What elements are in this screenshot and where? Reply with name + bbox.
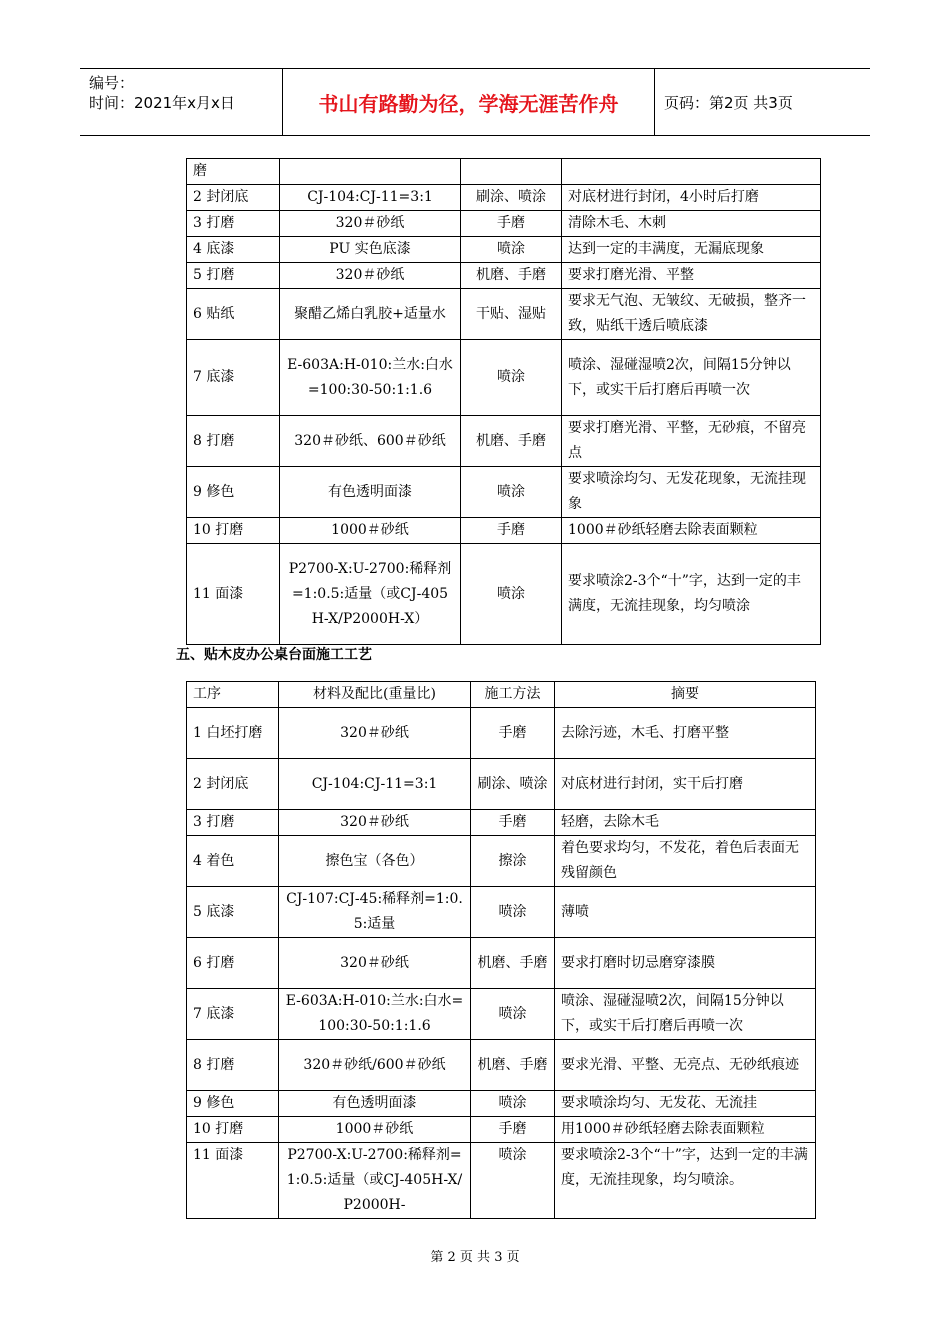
table-row <box>187 989 816 1040</box>
summary-cell: 对底材进行封闭，实干后打磨 <box>555 759 816 810</box>
material-cell: 320＃砂纸 <box>279 810 471 836</box>
summary-cell: 着色要求均匀，不发花，着色后表面无残留颜色 <box>555 836 816 887</box>
method-cell: 手磨 <box>461 518 562 544</box>
section-title: 五、贴木皮办公桌台面施工工艺 <box>176 647 372 663</box>
step-cell: 1 白坯打磨 <box>187 708 279 759</box>
material-cell: E-603A:H-010:兰水:白水=100:30-50:1:1.6 <box>280 340 461 416</box>
method-cell: 喷涂 <box>471 1143 555 1219</box>
method-cell: 喷涂 <box>461 544 562 645</box>
material-cell: 320＃砂纸 <box>280 211 461 237</box>
table-row <box>187 467 821 518</box>
material-cell: 320＃砂纸 <box>280 263 461 289</box>
material-cell: PU 实色底漆 <box>280 237 461 263</box>
step-cell: 11 面漆 <box>187 1143 279 1219</box>
material-cell: 有色透明面漆 <box>279 1091 471 1117</box>
step-cell: 2 封闭底 <box>187 185 280 211</box>
method-cell: 刷涂、喷涂 <box>471 759 555 810</box>
summary-cell: 薄喷 <box>555 887 816 938</box>
step-cell: 6 打磨 <box>187 938 279 989</box>
material-cell <box>280 159 461 185</box>
method-cell: 喷涂 <box>471 887 555 938</box>
method-cell: 擦涂 <box>471 836 555 887</box>
method-cell: 手磨 <box>471 1117 555 1143</box>
table-row <box>187 1143 816 1219</box>
table-row <box>187 263 821 289</box>
number-label: 编号： <box>89 74 135 92</box>
step-cell: 2 封闭底 <box>187 759 279 810</box>
method-cell: 喷涂 <box>471 989 555 1040</box>
table-row <box>187 887 816 938</box>
table-row <box>187 544 821 645</box>
step-cell: 4 着色 <box>187 836 279 887</box>
summary-cell: 1000＃砂纸轻磨去除表面颗粒 <box>562 518 821 544</box>
step-cell: 9 修色 <box>187 1091 279 1117</box>
table-header-row <box>187 682 816 708</box>
summary-cell: 要求光滑、平整、无亮点、无砂纸痕迹 <box>555 1040 816 1091</box>
material-cell: 320＃砂纸 <box>279 938 471 989</box>
step-cell: 7 底漆 <box>187 340 280 416</box>
summary-cell: 要求打磨光滑、平整 <box>562 263 821 289</box>
material-cell: CJ-104:CJ-11=3:1 <box>279 759 471 810</box>
method-cell: 机磨、手磨 <box>471 1040 555 1091</box>
summary-cell: 要求喷涂2-3个“十”字，达到一定的丰满度，无流挂现象，均匀喷涂 <box>562 544 821 645</box>
summary-cell: 达到一定的丰满度，无漏底现象 <box>562 237 821 263</box>
summary-cell: 去除污迹，木毛、打磨平整 <box>555 708 816 759</box>
method-cell: 喷涂 <box>461 340 562 416</box>
material-cell: E-603A:H-010:兰水:白水=100:30-50:1:1.6 <box>279 989 471 1040</box>
material-cell: 320＃砂纸 <box>279 708 471 759</box>
summary-cell: 要求无气泡、无皱纹、无破损，整齐一致，贴纸干透后喷底漆 <box>562 289 821 340</box>
header-material: 材料及配比(重量比) <box>279 682 471 708</box>
summary-cell: 要求喷涂2-3个“十”字，达到一定的丰满度，无流挂现象，均匀喷涂。 <box>555 1143 816 1219</box>
step-cell: 6 贴纸 <box>187 289 280 340</box>
summary-cell: 要求喷涂均匀、无发花现象，无流挂现象 <box>562 467 821 518</box>
header-summary: 摘要 <box>555 682 816 708</box>
table-row <box>187 211 821 237</box>
summary-cell: 清除木毛、木刺 <box>562 211 821 237</box>
header-motto: 书山有路勤为径，学海无涯苦作舟 <box>282 69 655 135</box>
material-cell: 320＃砂纸、600＃砂纸 <box>280 416 461 467</box>
step-cell: 8 打磨 <box>187 416 280 467</box>
method-cell: 机磨、手磨 <box>461 416 562 467</box>
material-cell: 1000＃砂纸 <box>279 1117 471 1143</box>
material-cell: 有色透明面漆 <box>280 467 461 518</box>
table-row <box>187 237 821 263</box>
method-cell: 喷涂 <box>461 467 562 518</box>
table-row <box>187 810 816 836</box>
header-method: 施工方法 <box>471 682 555 708</box>
step-cell: 11 面漆 <box>187 544 280 645</box>
step-cell: 8 打磨 <box>187 1040 279 1091</box>
method-cell: 机磨、手磨 <box>471 938 555 989</box>
method-cell: 喷涂 <box>471 1091 555 1117</box>
method-cell: 刷涂、喷涂 <box>461 185 562 211</box>
table-row <box>187 836 816 887</box>
method-cell: 手磨 <box>461 211 562 237</box>
table-row <box>187 1040 816 1091</box>
page-footer: 第 2 页 共 3 页 <box>430 1250 520 1265</box>
step-cell: 10 打磨 <box>187 518 280 544</box>
table-row <box>187 1091 816 1117</box>
table-row <box>187 759 816 810</box>
method-cell <box>461 159 562 185</box>
material-cell: 聚醋乙烯白乳胶+适量水 <box>280 289 461 340</box>
summary-cell: 喷涂、湿碰湿喷2次，间隔15分钟以下，或实干后打磨后再喷一次 <box>555 989 816 1040</box>
step-cell: 10 打磨 <box>187 1117 279 1143</box>
header-page-number: 页码：第2页 共3页 <box>664 93 793 112</box>
step-cell: 磨 <box>187 159 280 185</box>
summary-cell: 要求打磨光滑、平整，无砂痕，不留亮点 <box>562 416 821 467</box>
material-cell: P2700-X:U-2700:稀释剂=1:0.5:适量（或CJ-405H-X/P2000H- <box>279 1143 471 1219</box>
material-cell: P2700-X:U-2700:稀释剂=1:0.5:适量（或CJ-405H-X/P2000H-X） <box>280 544 461 645</box>
process-table-1 <box>186 158 821 645</box>
material-cell: 擦色宝（各色） <box>279 836 471 887</box>
method-cell: 手磨 <box>471 810 555 836</box>
process-table-2 <box>186 681 816 1219</box>
table-row <box>187 708 816 759</box>
summary-cell: 要求打磨时切忌磨穿漆膜 <box>555 938 816 989</box>
material-cell: CJ-104:CJ-11=3:1 <box>280 185 461 211</box>
method-cell: 手磨 <box>471 708 555 759</box>
step-cell: 3 打磨 <box>187 211 280 237</box>
table-row <box>187 518 821 544</box>
summary-cell: 喷涂、湿碰湿喷2次，间隔15分钟以下，或实干后打磨后再喷一次 <box>562 340 821 416</box>
table-row <box>187 340 821 416</box>
summary-cell: 要求喷涂均匀、无发花、无流挂 <box>555 1091 816 1117</box>
method-cell: 喷涂 <box>461 237 562 263</box>
table-row <box>187 185 821 211</box>
table-row <box>187 289 821 340</box>
step-cell: 3 打磨 <box>187 810 279 836</box>
time-label: 时间：2021年x月x日 <box>89 94 235 112</box>
material-cell: 320＃砂纸/600＃砂纸 <box>279 1040 471 1091</box>
step-cell: 7 底漆 <box>187 989 279 1040</box>
step-cell: 9 修色 <box>187 467 280 518</box>
method-cell: 干贴、湿贴 <box>461 289 562 340</box>
summary-cell: 对底材进行封闭，4小时后打磨 <box>562 185 821 211</box>
method-cell: 机磨、手磨 <box>461 263 562 289</box>
step-cell: 5 底漆 <box>187 887 279 938</box>
step-cell: 5 打磨 <box>187 263 280 289</box>
material-cell: 1000＃砂纸 <box>280 518 461 544</box>
summary-cell: 轻磨，去除木毛 <box>555 810 816 836</box>
page-header <box>80 68 870 136</box>
table-row <box>187 1117 816 1143</box>
table-row <box>187 416 821 467</box>
step-cell: 4 底漆 <box>187 237 280 263</box>
material-cell: CJ-107:CJ-45:稀释剂=1:0.5:适量 <box>279 887 471 938</box>
summary-cell: 用1000＃砂纸轻磨去除表面颗粒 <box>555 1117 816 1143</box>
summary-cell <box>562 159 821 185</box>
table-row <box>187 938 816 989</box>
header-step: 工序 <box>187 682 279 708</box>
table-row <box>187 159 821 185</box>
header-meta <box>80 69 282 135</box>
